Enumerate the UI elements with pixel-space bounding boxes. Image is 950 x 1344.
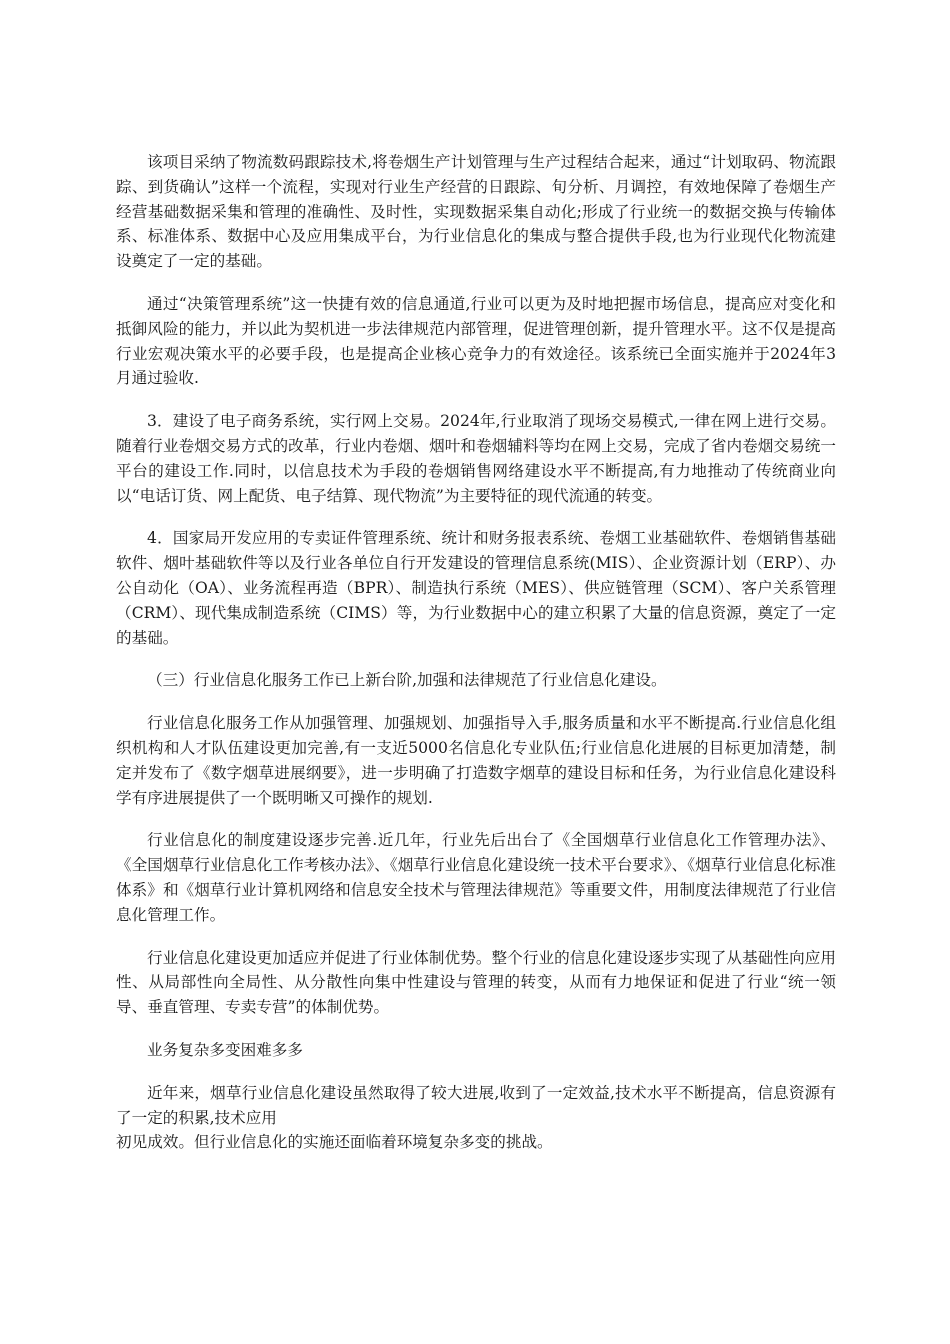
- paragraph-recent-years: 近年来，烟草行业信息化建设虽然取得了较大进展,收到了一定效益,技术水平不断提高，信息资源有了一定的积累,技术应用 初见成效。但行业信息化的实施还面临着环境复杂多变的挑战。: [116, 1083, 836, 1152]
- document-page: [116, 150, 836, 1173]
- paragraph-service-work: 行业信息化服务工作从加强管理、加强规划、加强指导入手,服务质量和水平不断提高.行业信息化组织机构和人才队伍建设更加完善,有一支近5000名信息化专业队伍;行业信息化进展的目标更加清楚，制定并发布了《数字烟草进展纲要》，进一步明确了打造数字烟草的建设目标和任务，为行业信息化建设科学有序进展提供了一个既明晰又可操作的规划.: [116, 714, 836, 807]
- paragraph-logistics-tracking: 该项目采纳了物流数码跟踪技术,将卷烟生产计划管理与生产过程结合起来，通过“计划取码、物流跟踪、到货确认”这样一个流程，实现对行业生产经营的日跟踪、旬分析、月调控，有效地保障了卷烟生产经营基础数据采集和管理的准确性、及时性，实现数据采集自动化;形成了行业统一的数据交换与传输体系、标准体系、数据中心及应用集成平台，为行业信息化的集成与整合提供手段,也为行业现代化物流建设奠定了一定的基础。: [116, 153, 836, 271]
- paragraph-institution-building: 行业信息化的制度建设逐步完善.近几年，行业先后出台了《全国烟草行业信息化工作管理办法》、《全国烟草行业信息化工作考核办法》、《烟草行业信息化建设统一技术平台要求》、《烟草行业信息化标准体系》和《烟草行业计算机网络和信息安全技术与管理法律规范》等重要文件，用制度法律规范了行业信息化管理工作。: [116, 831, 836, 924]
- section-heading-challenges: 业务复杂多变困难多多: [147, 1040, 303, 1059]
- paragraph-system-advantage: 行业信息化建设更加适应并促进了行业体制优势。整个行业的信息化建设逐步实现了从基础性向应用性、从局部性向全局性、从分散性向集中性建设与管理的转变，从而有力地保证和促进了行业“统一领导、垂直管理、专卖专营”的体制优势。: [116, 948, 836, 1017]
- section-heading-service: （三）行业信息化服务工作已上新台阶,加强和法律规范了行业信息化建设。: [147, 671, 667, 690]
- paragraph-ecommerce: 3．建设了电子商务系统，实行网上交易。2024年,行业取消了现场交易模式,一律在网上进行交易。随着行业卷烟交易方式的改革，行业内卷烟、烟叶和卷烟辅料等均在网上交易，完成了省内卷烟交易统一平台的建设工作.同时，以信息技术为手段的卷烟销售网络建设水平不断提高,有力地推动了传统商业向以“电话订货、网上配货、电子结算、现代物流”为主要特征的现代流通的转变。: [116, 412, 836, 505]
- paragraph-software-systems: 4．国家局开发应用的专卖证件管理系统、统计和财务报表系统、卷烟工业基础软件、卷烟销售基础软件、烟叶基础软件等以及行业各单位自行开发建设的管理信息系统(MIS）、企业资源计划（ERP）、办公自动化（OA）、业务流程再造（BPR）、制造执行系统（MES）、供应链管理（SCM）、客户关系管理（CRM）、现代集成制造系统（CIMS）等，为行业数据中心的建立积累了大量的信息资源，奠定了一定的基础。: [116, 529, 836, 647]
- paragraph-decision-system: 通过“决策管理系统”这一快捷有效的信息通道,行业可以更为及时地把握市场信息，提高应对变化和抵御风险的能力，并以此为契机进一步法律规范内部管理，促进管理创新，提升管理水平。这不仅是提高行业宏观决策水平的必要手段，也是提高企业核心竞争力的有效途径。该系统已全面实施并于2024年3月通过验收.: [116, 294, 836, 388]
